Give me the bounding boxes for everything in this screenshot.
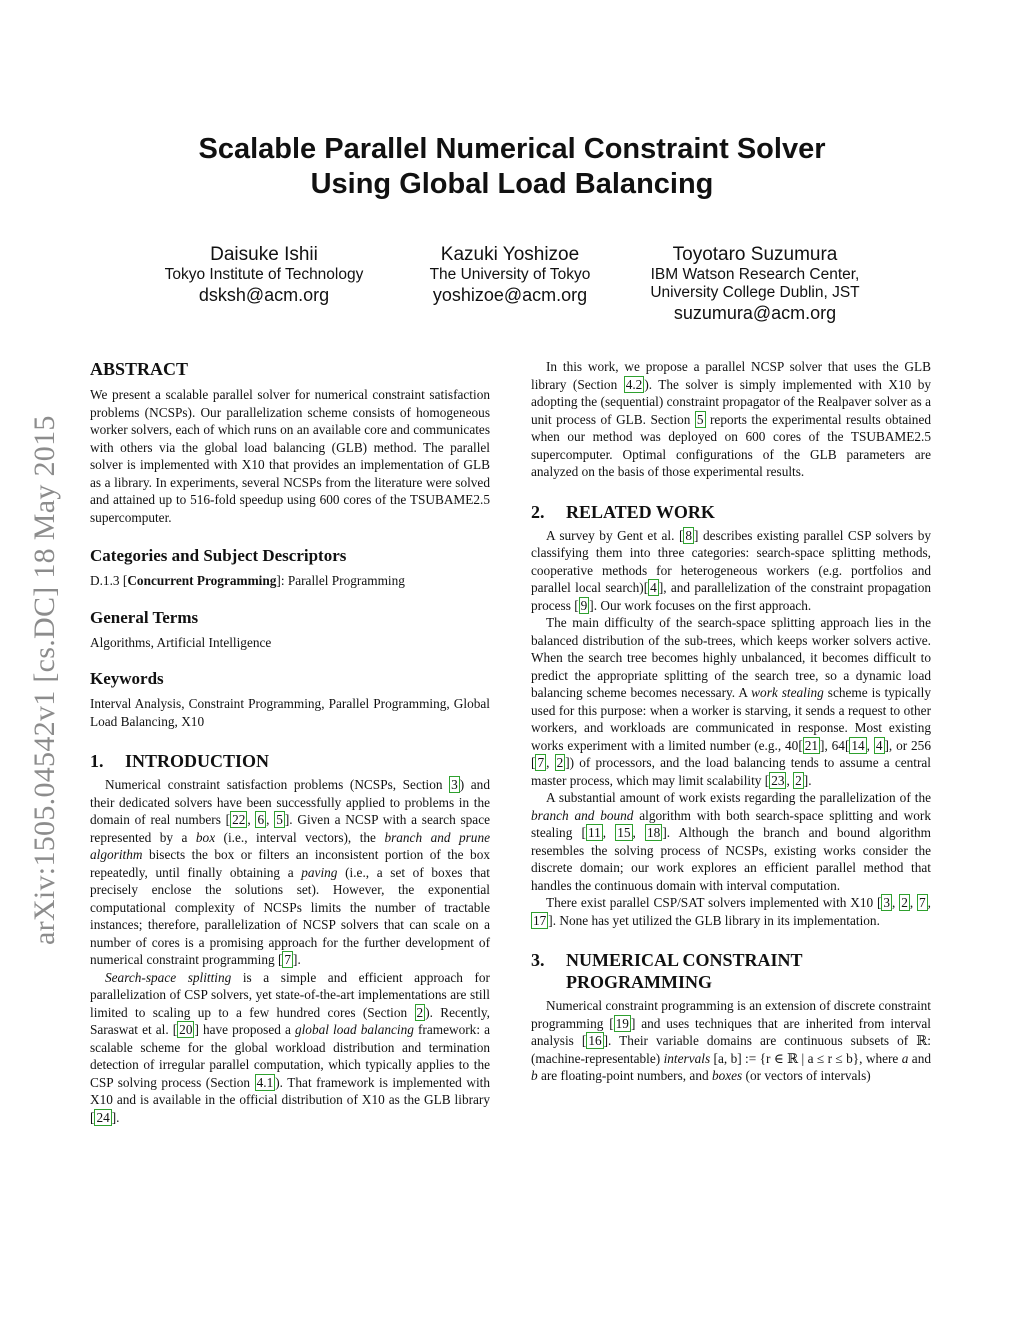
citation-link[interactable]: 19 xyxy=(615,1015,629,1031)
citation-link[interactable]: 7 xyxy=(284,952,292,967)
author-name: Kazuki Yoshizoe xyxy=(440,244,580,265)
citation-link[interactable]: 11 xyxy=(587,825,601,840)
citation-link[interactable]: 7 xyxy=(537,755,545,770)
author-affiliation: University College Dublin, JST xyxy=(650,284,860,301)
citation-link[interactable]: 3 xyxy=(451,777,458,792)
related-paragraph-1: A survey by Gent et al. [ 8 ] describes existing parallel CSP solvers by classifying them into three categories: search-space splitting methods, cooperative methods for heterogeneous workers (e.g. portfolios and parallel local search)[ 4 ], and parallelization of the constraint propagation process [ 9 ]. Our work focuses on the first approach. xyxy=(531,527,931,613)
citation-link[interactable]: 4 xyxy=(650,580,657,595)
related-work-heading: 2. RELATED WORK xyxy=(531,501,715,522)
related-paragraph-3: A substantial amount of work exists regarding the parallelization of the branch and bound algorithm with both search-space splitting and work stealing [ 11 , 15 , 18 ]. Although the branch and bound algorithm resembles the solving process of NCSPs, existing works consider the discrete domain; our work explores an efficient parallel method that handles the continuous domain with interval computation. xyxy=(531,790,932,893)
author-2 xyxy=(404,244,616,306)
keywords-heading: Keywords xyxy=(90,669,164,688)
citation-link[interactable]: 4.1 xyxy=(256,1074,274,1090)
citation-link[interactable]: 15 xyxy=(617,825,631,840)
citation-link[interactable]: 16 xyxy=(588,1033,602,1048)
abstract-heading: ABSTRACT xyxy=(90,359,189,379)
author-email: suzumura@acm.org xyxy=(673,303,837,323)
right-column xyxy=(531,358,931,1085)
citation-link[interactable]: 6 xyxy=(257,812,265,827)
intro-paragraph-2: Search-space splitting is a simple and efficient approach for parallelization of CSP solvers, yet state-of-the-art implementations are still limited to scaling up to a few hundred cores (Section 2 ). Recently, Saraswat et al. [ 20 ] have proposed a global load balancing framework: a scalable scheme for the global workload distribution and termination detection of irregular parallel computation, which typically applies to the CSP solving process (Section 4.1 ). That framework is implemented with X10 and is available in the official distribution of X10 as the GLB library [ 24 ]. xyxy=(90,969,491,1125)
author-3 xyxy=(630,244,880,324)
citation-link[interactable]: 4.2 xyxy=(625,376,643,392)
author-affiliation: Tokyo Institute of Technology xyxy=(164,266,364,283)
author-name: Daisuke Ishii xyxy=(210,244,318,265)
citation-link[interactable]: 17 xyxy=(533,912,547,928)
abstract-text: We present a scalable parallel solver for numerical constraint satisfaction problems (NCSPs). Our parallelization scheme consists of homogeneous worker solvers, each of which runs on an available core and communicates with others via the global load balancing (GLB) method. The parallel solver is implemented with X10 that provides an implementation of GLB as a library. In experiments, several NCSPs from the literature were solved and attained up to 516-fold speedup using 600 cores of the TSUBAME2.5 supercomputer. xyxy=(90,387,490,525)
general-terms-text: Algorithms, Artificial Intelligence xyxy=(90,634,272,650)
left-column xyxy=(90,358,490,1126)
citation-link[interactable]: 23 xyxy=(771,772,785,788)
citation-link[interactable]: 2 xyxy=(556,755,564,770)
author-name: Toyotaro Suzumura xyxy=(672,244,838,265)
citation-link[interactable]: 2 xyxy=(416,1004,424,1020)
title-line-2: Using Global Load Balancing xyxy=(310,168,714,200)
author-affiliation: The University of Tokyo xyxy=(429,266,591,283)
citation-link[interactable]: 3 xyxy=(883,895,891,910)
citation-link[interactable]: 5 xyxy=(696,411,704,427)
author-affiliation: IBM Watson Research Center, xyxy=(650,266,860,283)
citation-link[interactable]: 20 xyxy=(179,1022,193,1037)
categories-heading: Categories and Subject Descriptors xyxy=(90,546,347,565)
author-email: dsksh@acm.org xyxy=(198,285,330,305)
citation-link[interactable]: 9 xyxy=(580,597,588,613)
citation-link[interactable]: 2 xyxy=(795,772,802,788)
general-terms-heading: General Terms xyxy=(90,607,199,627)
citation-link[interactable]: 8 xyxy=(685,527,693,543)
author-1 xyxy=(154,244,374,306)
citation-link[interactable]: 14 xyxy=(851,737,865,753)
introduction-heading: 1. INTRODUCTION xyxy=(90,751,270,771)
citation-link[interactable]: 7 xyxy=(919,895,926,910)
paper-title xyxy=(0,132,1024,202)
citation-link[interactable]: 5 xyxy=(276,812,283,827)
author-email: yoshizoe@acm.org xyxy=(432,285,588,305)
citation-link[interactable]: 2 xyxy=(901,895,908,910)
related-paragraph-2: The main difficulty of the search-space splitting approach lies in the balanced distribution of the sub-trees, which keeps worker solvers active. When the search tree becomes highly unbalanced, it becomes difficult to predict the appropriate splitting of the search tree, so a dynamic load balancing scheme becomes necessary. A work stealing scheme is typically used for this purpose: when a worker is starving, it sends a request to other workers, and workloads are communicated in response. Most existing works experiment with a limited number (e.g., 40[ 21 ], 64[ 14 , 4 ], or 256 [ 7 , 2 ]) of processors, and the load balancing tends to assume a central master process, which may limit scalability [ 23 , 2 ]. xyxy=(531,615,931,788)
intro-continuation: In this work, we propose a parallel NCSP solver that uses the GLB library (Section 4.2 ). The solver is simply implemented with X10 by adopting the (sequential) constraint propagator of the Realpaver solver as a unit process of GLB. Section 5 reports the experimental results obtained when our method was deployed on 600 cores of the TSUBAME2.5 supercomputer. Optimal configurations of the GLB parameters are analyzed on the basis of those experimental results. xyxy=(531,359,932,479)
citation-link[interactable]: 4 xyxy=(875,737,883,753)
intro-paragraph-1: Numerical constraint satisfaction problems (NCSPs, Section 3 ) and their dedicated solvers have been successfully applied to problems in the domain of real numbers [ 22 , 6 , 5 ]. Given a NCSP with a search space represented by a box (i.e., interval vectors), the branch and prune algorithm bisects the box or filters an inconsistent portion of the box repeatedly, until finally obtaining a paving (i.e., a set of boxes that precisely enclose the solutions set). However, the exponential computational complexity of NCSPs limits the number of tractable instances; therefore, parallelization of NCSP solvers that can scale on a number of cores is a promising approach for the further development of numerical constraint programming [ 7 ]. xyxy=(90,777,491,967)
keywords-text: Interval Analysis, Constraint Programming, Parallel Programming, Global Load Balancing, X10 xyxy=(90,696,490,729)
citation-link[interactable]: 22 xyxy=(232,812,246,827)
ncp-paragraph-1: Numerical constraint programming is an extension of discrete constraint programming [ 19 ] and uses techniques that are inherited from interval analysis [ 16 ]. Their variable domains are continuous subsets of ℝ: (machine-representable) intervals [a, b] := {r ∈ ℝ | a ≤ r ≤ b}, where a and b are floating-point numbers, and boxes (or vectors of intervals) xyxy=(531,998,932,1083)
title-line-1: Scalable Parallel Numerical Constraint Solver xyxy=(198,133,826,165)
related-paragraph-4: There exist parallel CSP/SAT solvers implemented with X10 [ 3 , 2 , 7 , 17 ]. None has yet utilized the GLB library in its implementation. xyxy=(533,895,931,928)
numerical-cp-heading: 3. NUMERICAL CONSTRAINT PROGRAMMING xyxy=(531,950,803,992)
categories-text: D.1.3 [Concurrent Programming]: Parallel Programming xyxy=(90,573,405,588)
citation-link[interactable]: 24 xyxy=(96,1109,110,1125)
arxiv-stamp: arXiv:1505.04542v1 [cs.DC] 18 May 2015 xyxy=(28,415,61,945)
citation-link[interactable]: 21 xyxy=(804,737,819,753)
citation-link[interactable]: 18 xyxy=(647,825,661,840)
